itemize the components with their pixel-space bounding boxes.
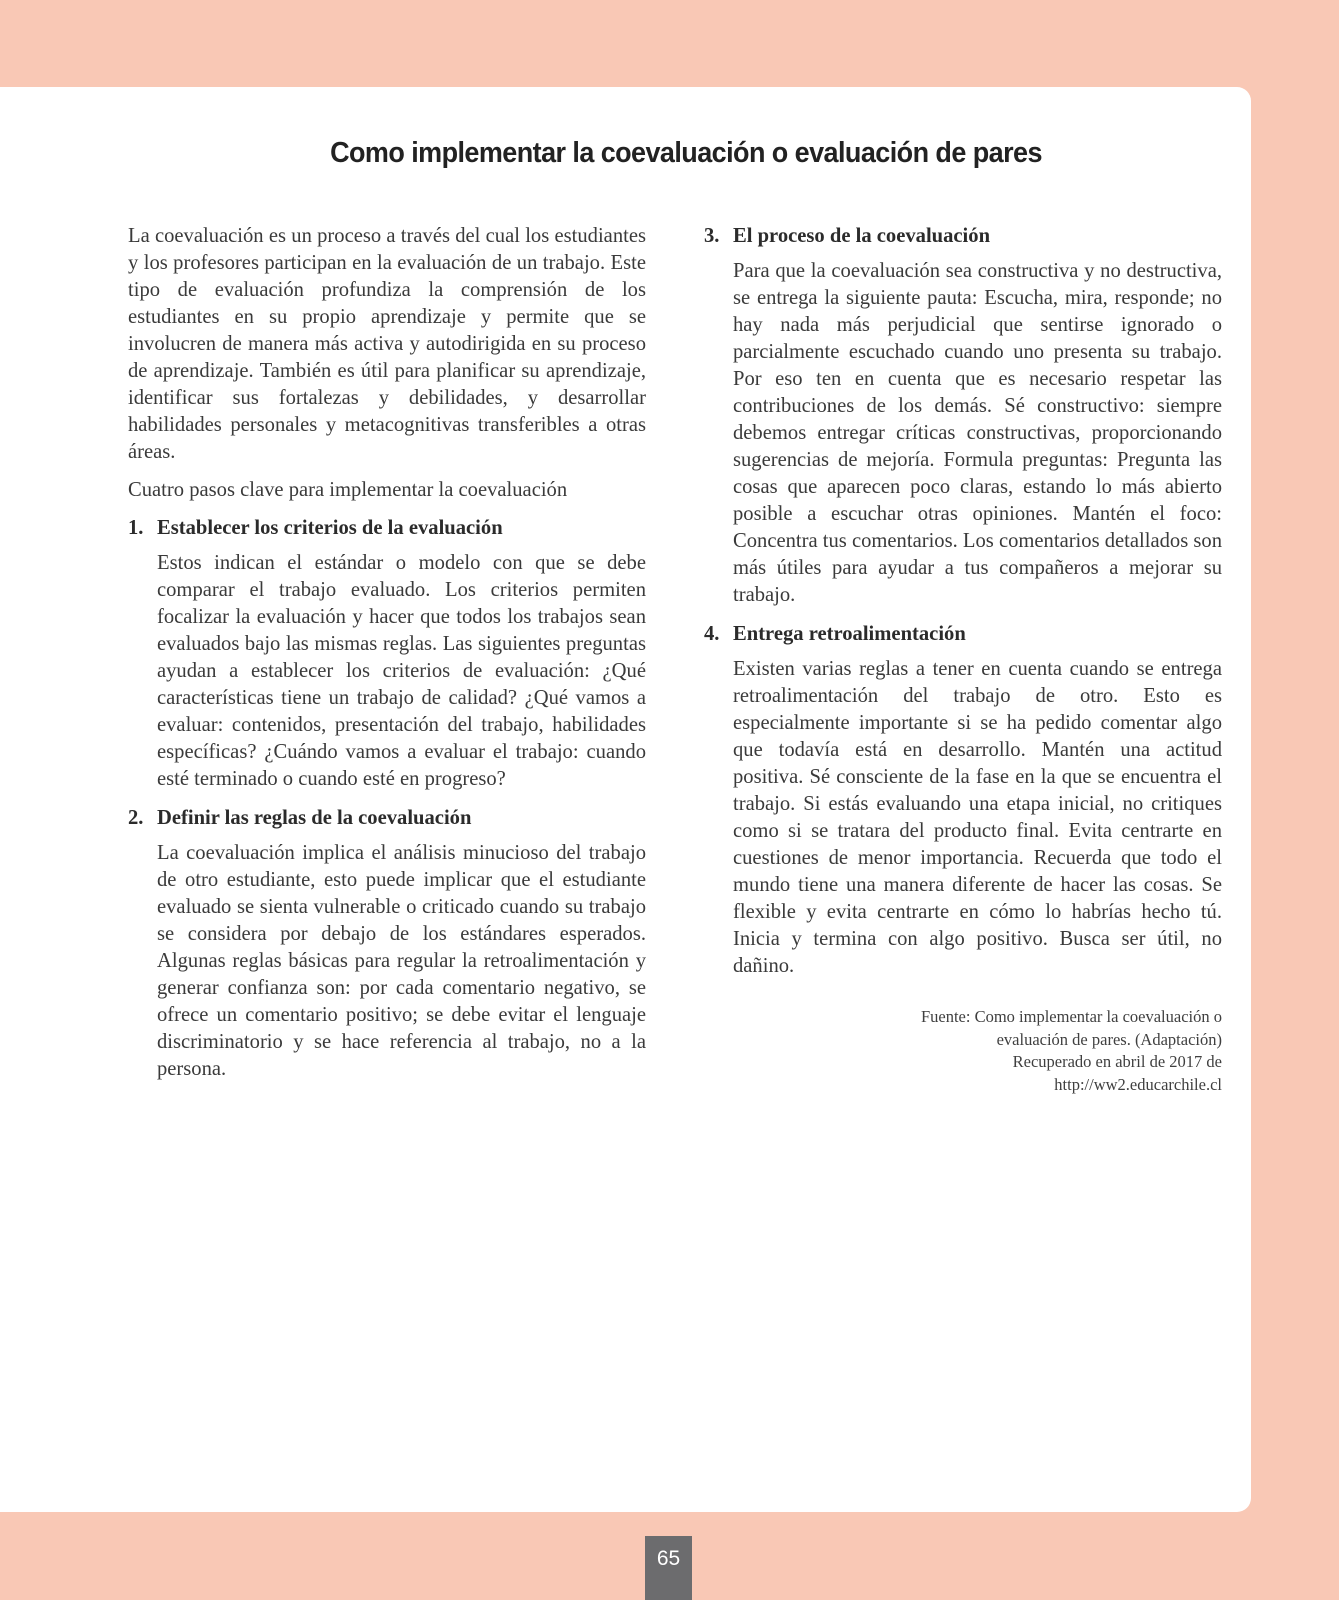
step-heading bbox=[704, 621, 1222, 648]
step-body: Estos indican el estándar o modelo con que se debe comparar el trabajo evaluado. Los criterios permiten focalizar la evaluación y hacer que todos los trabajos sean evaluados bajo las mismas reglas. Las siguientes preguntas ayudan a establecer los criterios de evaluación: ¿Qué características tiene un trabajo de calidad? ¿Qué vamos a evaluar: contenidos, presentación del trabajo, habilidades específicas? ¿Cuándo vamos a evaluar el trabajo: cuando esté terminado o cuando esté en progreso? bbox=[157, 552, 646, 790]
source-url: http://ww2.educarchile.cl bbox=[1054, 1074, 1222, 1094]
intro-paragraph: La coevaluación es un proceso a través del cual los estudiantes y los profesores participan en la evaluación de un trabajo. Este tipo de evaluación profundiza la comprensión de los estudiantes en su propio aprendizaje y permite que se involucren de manera más activa y autodirigida en su proceso de aprendizaje. También es útil para planificar su aprendizaje, identificar sus fortalezas y debilidades, y desarrollar habilidades personales y metacognitivas transferibles a otras áreas. bbox=[128, 225, 646, 463]
step-1 bbox=[128, 515, 646, 793]
left-column bbox=[128, 223, 646, 1095]
step-number: 4. bbox=[704, 623, 720, 645]
step-4 bbox=[704, 621, 1222, 980]
step-body: La coevaluación implica el análisis minucioso del trabajo de otro estudiante, esto puede implicar que el estudiante evaluado se sienta vulnerable o criticado cuando su trabajo se considera por debajo de los estándares esperados. Algunas reglas básicas para regular la retroalimentación y generar confianza son: por cada comentario negativo, se ofrece un comentario positivo; se debe evitar el lenguaje discriminatorio y se hace referencia al trabajo, no a la persona. bbox=[157, 842, 646, 1080]
step-number: 3. bbox=[704, 225, 720, 247]
step-title: Definir las reglas de la coevaluación bbox=[157, 807, 472, 829]
step-title: Establecer los criterios de la evaluación bbox=[157, 517, 503, 539]
step-number: 1. bbox=[128, 517, 144, 539]
right-column bbox=[704, 223, 1222, 1096]
source-line: Recuperado en abril de 2017 de bbox=[1012, 1052, 1222, 1071]
page-number: 65 bbox=[645, 1536, 692, 1600]
source-citation bbox=[704, 1006, 1222, 1096]
step-body: Para que la coevaluación sea constructiva y no destructiva, se entrega la siguiente pauta: Escucha, mira, responde; no hay nada más perjudicial que sentirse ignorado o parcialmente escuchado cuando uno presenta su trabajo. Por eso ten en cuenta que es necesario respetar las contribuciones de los demás. Sé constructivo: siempre debemos entregar críticas constructivas, proporcionando sugerencias de mejoría. Formula preguntas: Pregunta las cosas que aparecen poco claras, estando lo más abierto posible a escuchar otras opiniones. Mantén el foco: Concentra tus comentarios. Los comentarios detallados son más útiles para ayudar a tus compañeros a mejorar su trabajo. bbox=[733, 260, 1222, 606]
source-line: Fuente: Como implementar la coevaluación o bbox=[920, 1007, 1222, 1026]
step-heading bbox=[704, 223, 1222, 250]
steps-intro: Cuatro pasos clave para implementar la coevaluación bbox=[128, 479, 568, 501]
step-body: Existen varias reglas a tener en cuenta cuando se entrega retroalimentación del trabajo de otro. Esto es especialmente importante si se ha pedido comentar algo que todavía está en desarrollo. Mantén una actitud positiva. Sé consciente de la fase en la que se encuentra el trabajo. Si estás evaluando una etapa inicial, no critiques como si se tratara del producto final. Evita centrarte en cuestiones de menor importancia. Recuerda que todo el mundo tiene una manera diferente de hacer las cosas. Se flexible y evita centrarte en cómo lo habrías hecho tú. Inicia y termina con algo positivo. Busca ser útil, no dañino. bbox=[733, 658, 1222, 977]
step-2 bbox=[128, 805, 646, 1083]
page-title: Como implementar la coevaluación o evaluación de pares bbox=[330, 137, 1042, 169]
step-title: El proceso de la coevaluación bbox=[733, 225, 991, 247]
step-number: 2. bbox=[128, 807, 144, 829]
step-heading bbox=[128, 515, 646, 542]
source-line: evaluación de pares. (Adaptación) bbox=[996, 1029, 1222, 1049]
step-title: Entrega retroalimentación bbox=[733, 623, 966, 645]
step-3 bbox=[704, 223, 1222, 609]
step-heading bbox=[128, 805, 646, 832]
